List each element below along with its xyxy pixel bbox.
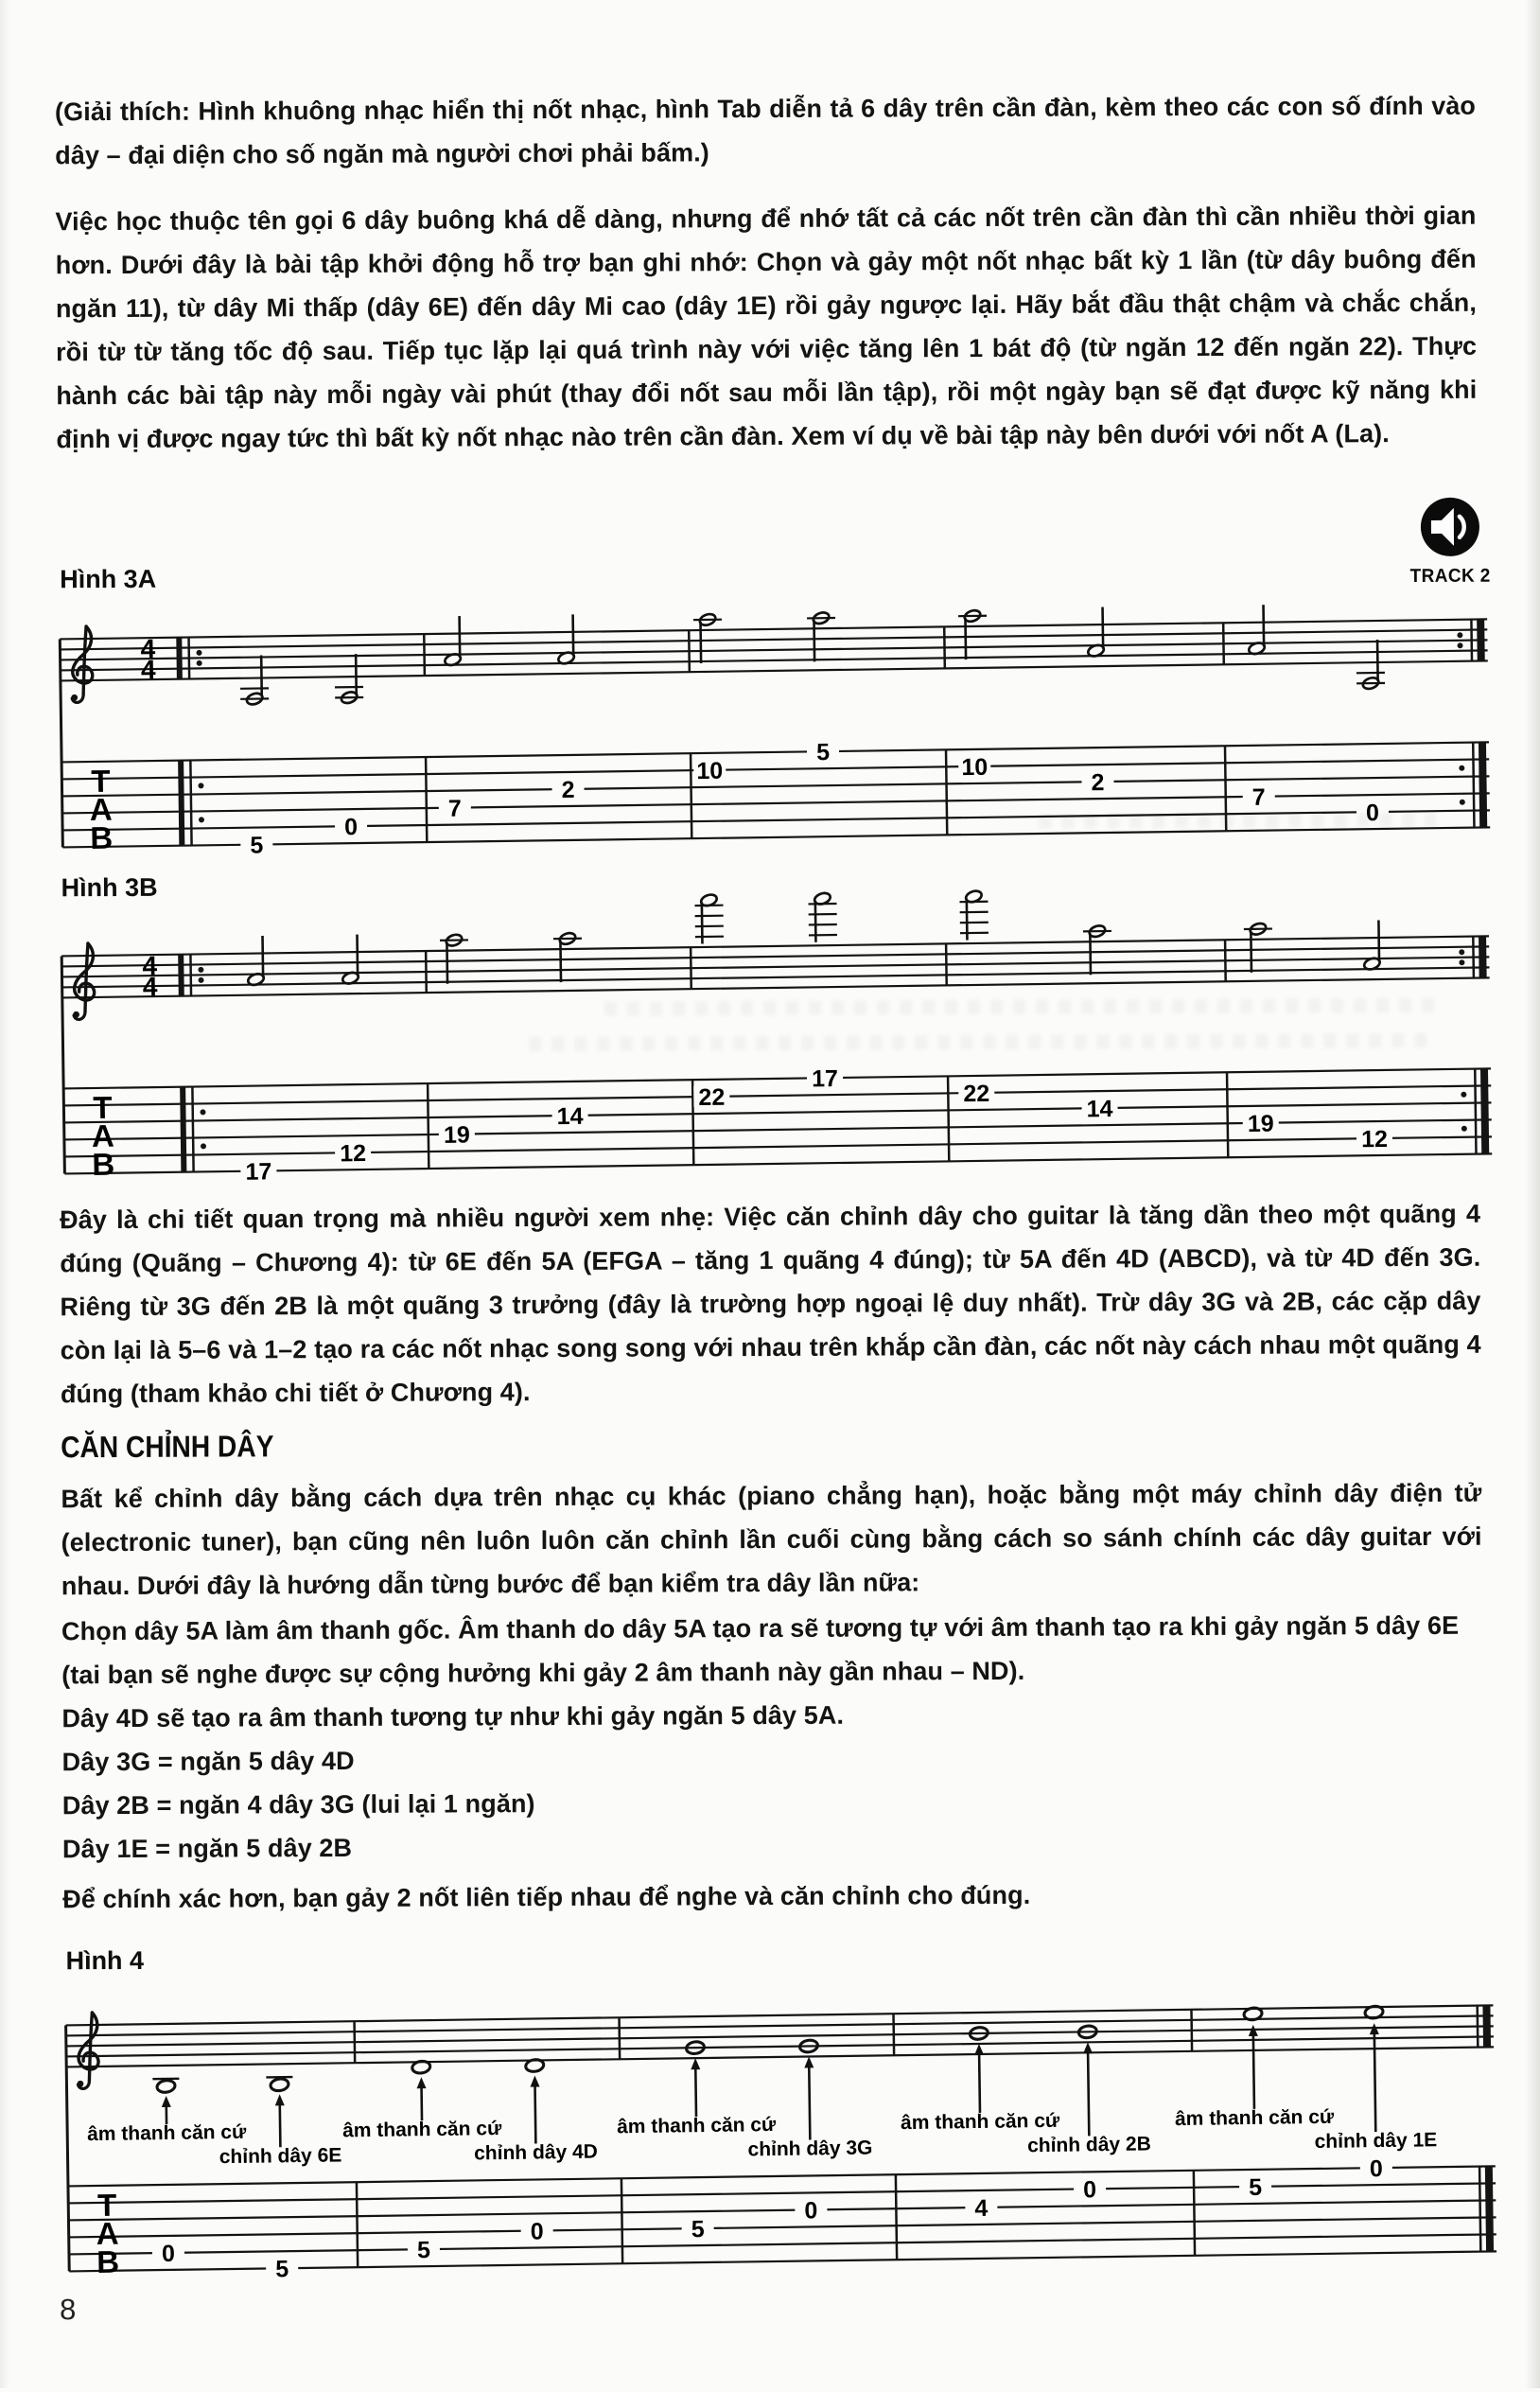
tab-fret-number: 0 bbox=[344, 814, 358, 840]
tab-numbers bbox=[239, 1058, 1393, 1186]
tab-fret-number: 5 bbox=[250, 832, 263, 858]
tab-fret-number: 5 bbox=[691, 2216, 705, 2242]
tuning-step-5: Dây 1E = ngăn 5 dây 2B bbox=[62, 1821, 1483, 1872]
paragraph-explanation: (Giải thích: Hình khuông nhạc hiển thị nốt nhạc, hình Tab diễn tả 6 dây trên cần đàn, kèm theo các con số đính vào dây – đại diện cho số ngăn mà người chơi phải bấm.) bbox=[55, 84, 1476, 178]
tab-letter-a: A bbox=[90, 792, 113, 827]
reference-tone-label: âm thanh căn cứ bbox=[342, 2118, 502, 2141]
tab-fret-number: 10 bbox=[961, 754, 988, 781]
tab-letter-b: B bbox=[90, 820, 113, 855]
figure-3a-label: Hình 3A bbox=[60, 565, 156, 594]
audio-track-badge bbox=[1399, 496, 1501, 588]
tuning-step-3: Dây 3G = ngăn 5 dây 4D bbox=[62, 1734, 1483, 1785]
tab-fret-number: 19 bbox=[1248, 1111, 1274, 1137]
figure-3b bbox=[37, 841, 1503, 1198]
tab-fret-number: 22 bbox=[963, 1081, 989, 1107]
tune-string-label: chỉnh dây 3G bbox=[747, 2137, 872, 2161]
tab-letter-a: A bbox=[96, 2216, 118, 2251]
time-sig-lower: 4 bbox=[143, 972, 158, 1001]
tune-string-label: chỉnh dây 2B bbox=[1027, 2133, 1151, 2156]
tab-fret-number: 19 bbox=[444, 1121, 470, 1148]
figure-4-notation bbox=[42, 1972, 1507, 2305]
tab-fret-number: 12 bbox=[1361, 1126, 1388, 1152]
notes-staff bbox=[152, 2005, 1385, 2094]
paragraph-tuning-intro: Bất kể chỉnh dây bằng cách dựa trên nhạc cụ khác (piano chẳng hạn), hoặc bằng một máy chỉnh dây điện tử (electronic tuner), bạn cũng nên luôn luôn căn chỉnh lần cuối cùng bằng cách so sánh chính các dây guitar với nhau. Dưới đây là hướng dẫn từng bước để bạn kiểm tra dây lần nữa: bbox=[61, 1471, 1482, 1609]
reference-tone-label: âm thanh căn cứ bbox=[617, 2114, 777, 2137]
tune-string-label: chỉnh dây 6E bbox=[219, 2144, 342, 2168]
tab-letter-a: A bbox=[92, 1118, 114, 1153]
tune-string-label: chỉnh dây 4D bbox=[474, 2141, 598, 2165]
section-heading-tuning: CĂN CHỈNH DÂY bbox=[61, 1429, 273, 1465]
tab-fret-number: 14 bbox=[1086, 1096, 1112, 1122]
tab-letter-t: T bbox=[97, 2188, 117, 2223]
tab-fret-number: 7 bbox=[448, 796, 462, 822]
tab-letter-t: T bbox=[93, 1090, 113, 1125]
reference-tone-label: âm thanh căn cứ bbox=[87, 2121, 247, 2145]
tab-fret-number: 0 bbox=[804, 2197, 817, 2224]
tuning-labels bbox=[87, 2104, 1437, 2170]
tuning-step-2: Dây 4D sẽ tạo ra âm thanh tương tự như khi gảy ngăn 5 dây 5A. bbox=[61, 1691, 1482, 1741]
time-sig-lower: 4 bbox=[141, 655, 156, 684]
figure-4-label: Hình 4 bbox=[65, 1946, 144, 1976]
tab-fret-number: 17 bbox=[245, 1158, 271, 1185]
tab-letter-t: T bbox=[91, 764, 111, 799]
time-sig-upper: 4 bbox=[140, 634, 155, 663]
tab-numbers bbox=[151, 2155, 1394, 2284]
paragraph-intervals: Đây là chi tiết quan trọng mà nhiều người xem nhẹ: Việc căn chỉnh dây cho guitar là tăng dần theo một quãng 4 đúng (Quãng – Chương 4): từ 6E đến 5A (EFGA – tăng 1 quãng 4 đúng); từ 5A đến 4D (ABCD), và từ 4D đến 3G. Riêng từ 3G đến 2B là một quãng 3 trưởng (đây là trường hợp ngoại lệ duy nhất). Trừ dây 3G và 2B, các cặp dây còn lại là 5–6 và 1–2 tạo ra các nốt nhạc song song với nhau trên khắp cần đàn, các nốt này cách nhau một quãng 4 đúng (tham khảo chi tiết ở Chương 4). bbox=[60, 1192, 1481, 1416]
tab-fret-number: 17 bbox=[812, 1065, 838, 1092]
tune-string-label: chỉnh dây 1E bbox=[1315, 2129, 1438, 2153]
time-sig-upper: 4 bbox=[142, 951, 157, 980]
tab-letter-b: B bbox=[96, 2244, 119, 2279]
scan-bleed-artifact bbox=[1039, 813, 1436, 829]
tuning-step-4: Dây 2B = ngăn 4 dây 3G (lui lại 1 ngăn) bbox=[62, 1778, 1483, 1828]
figure-3b-notation bbox=[37, 841, 1503, 1193]
tab-fret-number: 14 bbox=[557, 1103, 584, 1130]
figure-4 bbox=[42, 1972, 1508, 2310]
tab-fret-number: 4 bbox=[974, 2195, 988, 2222]
tab-fret-number: 22 bbox=[698, 1084, 725, 1111]
tab-fret-number: 12 bbox=[340, 1140, 366, 1167]
tab-fret-number: 7 bbox=[1252, 784, 1266, 811]
track-number-label: TRACK 2 bbox=[1402, 566, 1499, 588]
tab-fret-number: 0 bbox=[1366, 800, 1379, 826]
tab-fret-number: 2 bbox=[1091, 769, 1104, 796]
tab-fret-number: 0 bbox=[162, 2241, 175, 2267]
reference-tone-label: âm thanh căn cứ bbox=[1175, 2106, 1335, 2130]
page-number: 8 bbox=[60, 2293, 76, 2327]
tab-letter-b: B bbox=[92, 1147, 114, 1182]
tuning-step-1: Chọn dây 5A làm âm thanh gốc. Âm thanh do dây 5A tạo ra sẽ tương tự với âm thanh tạo ra khi gảy ngăn 5 dây 6E (tai bạn sẽ nghe được sự cộng hưởng khi gảy 2 âm thanh này gần nhau – ND). bbox=[61, 1604, 1482, 1697]
tab-fret-number: 5 bbox=[1249, 2174, 1262, 2201]
tab-fret-number: 0 bbox=[1370, 2155, 1383, 2182]
tab-fret-number: 0 bbox=[531, 2218, 544, 2244]
tab-fret-number: 0 bbox=[1083, 2176, 1096, 2203]
speaker-icon bbox=[1419, 496, 1481, 558]
figure-3b-label: Hình 3B bbox=[61, 873, 158, 903]
tab-numbers bbox=[239, 731, 1390, 859]
tab-fret-number: 5 bbox=[816, 739, 830, 765]
tab-fret-number: 5 bbox=[417, 2237, 430, 2263]
tab-fret-number: 2 bbox=[561, 777, 574, 803]
paragraph-tuning-closing: Để chính xác hơn, bạn gảy 2 nốt liên tiếp nhau để nghe và căn chỉnh cho đúng. bbox=[62, 1872, 1483, 1922]
reference-tone-label: âm thanh căn cứ bbox=[901, 2110, 1060, 2134]
tab-fret-number: 5 bbox=[275, 2256, 289, 2282]
tab-fret-number: 10 bbox=[696, 758, 723, 784]
paragraph-exercise-intro: Việc học thuộc tên gọi 6 dây buông khá dễ dàng, nhưng để nhớ tất cả các nốt trên cần đàn thì cần nhiều thời gian hơn. Dưới đây là bài tập khởi động hỗ trợ bạn ghi nhớ: Chọn và gảy một nốt nhạc bất kỳ 1 lần (từ dây buông đến ngăn 11), từ dây Mi thấp (dây 6E) đến dây Mi cao (dây 1E) rồi gảy ngược lại. Hãy bắt đầu thật chậm và chắc chắn, rồi từ từ tăng tốc độ sau. Tiếp tục lặp lại quá trình này với việc tăng lên 1 bát độ (từ ngăn 12 đến ngăn 22). Thực hành các bài tập này mỗi ngày vài phút (thay đổi nốt sau mỗi lần tập), rồi một ngày bạn sẽ đạt được kỹ năng khi định vị được ngay tức thì bất kỳ nốt nhạc nào trên cần đàn. Xem ví dụ về bài tập này bên dưới với nốt A (La). bbox=[55, 194, 1477, 462]
